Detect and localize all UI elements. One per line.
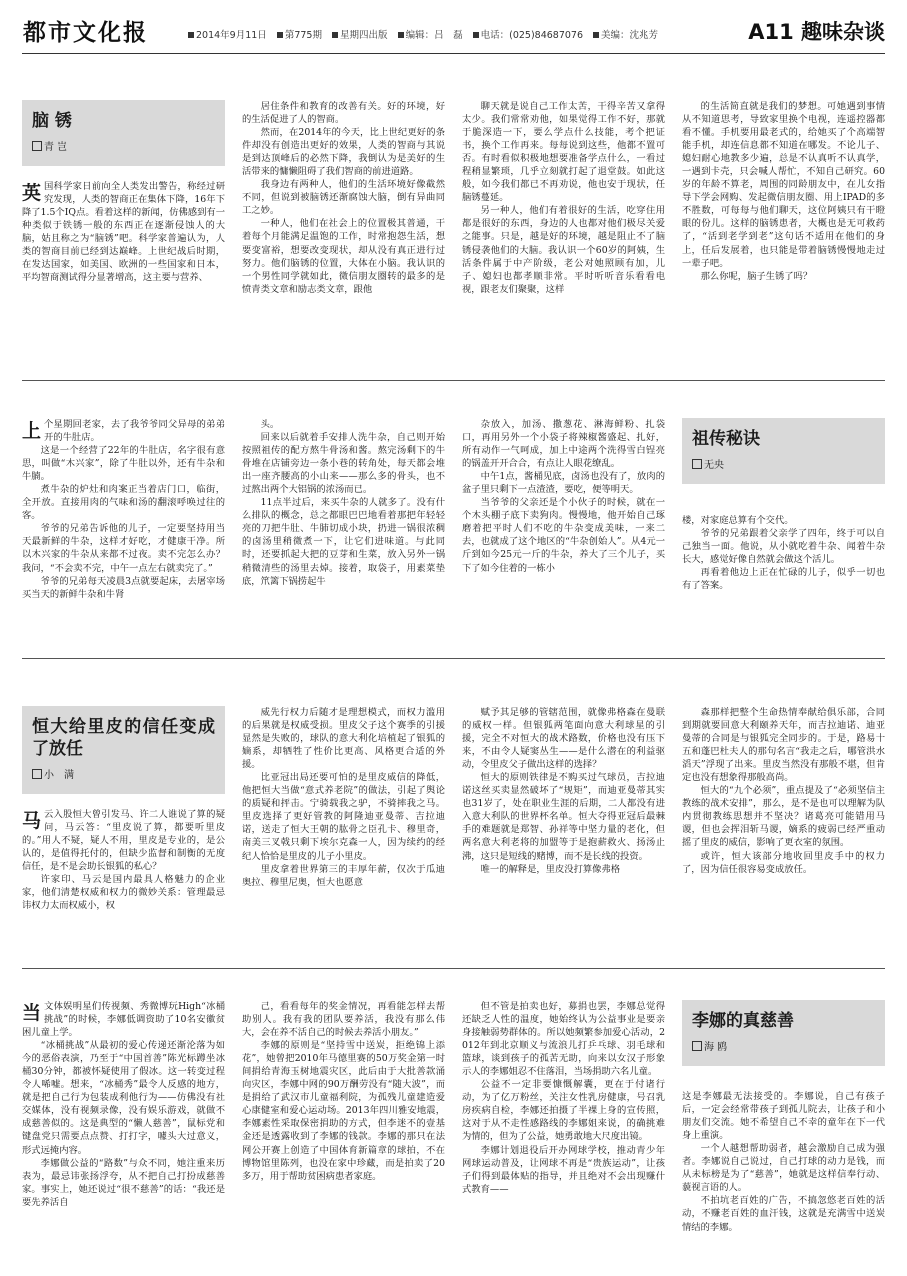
author-name: 海 鸥	[704, 1042, 728, 1053]
paragraph: 恒大的“九个必须”，重点提及了“必须坚信主教练的战术安排”，那么，是不是也可以理解为队内贯彻教练思想并不坚决？诸葛亮可能错用马谡，但也会挥泪斩马谡，嫡系的疲弱已经严重动摇了里皮的威信，影响了更衣室的氛围。	[682, 785, 885, 849]
square-bullet-icon	[332, 32, 338, 38]
paragraph: 己，看看每年的奖金情况，再看能怎样去帮助别人。我有我的团队要养活，我没有那么伟大，会在养不活自己的时候去养活小朋友。”	[242, 1001, 445, 1039]
article-title-box	[22, 706, 225, 794]
column-text	[682, 514, 885, 592]
byline-box-icon	[32, 141, 42, 151]
paragraph: 威先行权力后随才是理想模式，而权力滥用的后果就是权威受损。里皮父子这个赛季的引援显然是失败的，球队的意大利化培植起了银狐的嫡系，却牺牲了性价比更高、风格更合适的外援。	[242, 707, 445, 771]
paragraph: 这是李娜最无法接受的。李娜说，自己有孩子后，一定会经常带孩子到孤儿院去，让孩子和小朋友们交流。她不希望自己不幸的童年在下一代身上重演。	[682, 1091, 885, 1142]
paragraph: 赋予其足够的管辖范围，就像弗格森在曼联的威权一样。但银狐两笔面向意大利球星的引援，完全不对恒大的战术路数，价格也没有压下来，不由令人疑窦丛生——是什么潜在的利益驱动，令里皮父子做出这样的选择？	[462, 707, 665, 771]
article-column	[22, 100, 225, 372]
paragraph: 回来以后就着手安排人洗牛杂，自己则开始按照祖传的配方熬牛骨汤和酱。熬完汤剩下的牛骨堆在店铺旁边一条小巷的转角处，每天都会堆出一座齐腰高的小山来——那么多的骨头，也不过熬出两个大铝锅的浓汤而已。	[242, 432, 445, 496]
article-title: 祖传秘诀	[692, 429, 760, 449]
paragraph: 中午1点，酱桶见底，卤汤也没有了，放肉的盆子里只剩下一点渣渣，要吃，便等明天。	[462, 471, 665, 496]
masthead-rule	[22, 53, 885, 54]
paragraph: 或许，恒大该部分地收回里皮手中的权力了，因为信任很容易变成放任。	[682, 850, 885, 875]
meta-date: 2014年9月11日	[188, 30, 267, 41]
paragraph: 唯一的解释是，里皮没打算像弗格	[480, 863, 621, 875]
paragraph: 爷爷的兄弟告诉他的儿子，一定要坚持用当天最新鲜的牛杂，这样才好吃，才健康干净。所以木兴家的牛杂从来都不过夜。卖不完怎么办？我问，“不会卖不完，中午一点左右就卖完了。”	[22, 523, 225, 574]
article-byline	[692, 1041, 875, 1054]
article-column	[242, 418, 445, 640]
article-title-box	[682, 418, 885, 484]
paragraph: 煮牛杂的炉灶和肉案正当着店门口，临街，全开放。直接用肉的气味和汤的翻滚呼唤过往的客。	[22, 484, 225, 522]
drop-cap: 马	[22, 810, 42, 833]
article-column	[22, 1000, 225, 1270]
article-column	[22, 418, 225, 640]
paragraph: 然而，在2014年的今天，比上世纪更好的条件却没有创造出更好的效果，人类的智商与其说是到达顶峰后的必然下降，我倒认为是美好的生活带来的慵懒阻碍了我们智商的前进道路。	[242, 127, 445, 178]
byline-box-icon	[692, 459, 702, 469]
column-text	[682, 1090, 885, 1234]
article-column	[462, 100, 665, 372]
paragraph: 爷爷的兄弟跟着父亲学了四年，终于可以自己独当一面。他说，从小就吃着牛杂、闻着牛杂长大，感觉好像自然就会做这个活儿。	[682, 528, 885, 566]
article-column	[682, 100, 885, 372]
paragraph: 再看着他边上正在忙碌的儿子，似乎一切也有了答案。	[682, 567, 885, 592]
paragraph: 李娜计划退役后开办网球学校，推动青少年网球运动普及，让网球不再是“贵族运动”，让孩子们得到最体贴的指导，并且绝对不会出现赚什式教育——	[462, 1144, 665, 1195]
column-text	[22, 180, 225, 284]
drop-cap: 英	[22, 182, 42, 205]
paragraph: 11点半过后，来买牛杂的人就多了。没有什么排队的概念，总之都眼巴巴地看着那把年轻轻亮的刀把牛肚、牛肺切成小块，扔进一锅很浓稠的卤汤里稍微煮一下，让它们进味道。与此同时，还要抓起大把的豆芽和生菜，放入另外一锅稍微清些的汤里去焯。接着，取袋子，用素菜垫底，笊篱下锅捞起牛	[242, 497, 445, 587]
paragraph: 另一种人，他们有着很好的生活，吃穿住用都是很好的东西，身边的人也都对他们极尽关爱之能事。只是，越是好的环境，越是阻止不了脑锈侵袭他们的大脑。我认识一个60岁的阿姨，生活条件属于中产阶级，老公对她照顾有加，儿子、媳妇也都孝顺非常。平时听听音乐看看电视，跟老友们聚聚，这样	[462, 205, 665, 295]
paragraph: 公益不一定非要慷慨解囊，更在于付诸行动，为了亿万粉丝，关注女性乳房健康，号召乳房疾病自检，李娜还拍摄了半裸上身的宣传照，这对于从不走性感路线的李娜姐来说，的确挑难为情的，但为了公益，她勇敢地大尺度出镜。	[462, 1079, 665, 1143]
article-column	[682, 418, 885, 640]
paragraph: 文体娱明星们传视频、秀微博玩High“冰桶挑战”的时候，李娜低调资助了10名安徽贫困儿童上学。	[22, 1001, 225, 1039]
article-title: 脑 锈	[32, 111, 72, 131]
paragraph: 聊天就是说自己工作太苦，干得辛苦又拿得太少。我们常常劝他，如果觉得工作不好，那就于脆深造一下，要么学点什么技能，考个把证书，换个工作再来。每每说到这些，他都不置可否。有时看似积极地想要准备学点什么，一看过程稍显繁琐，几乎立刻就打起了退堂鼓。如此这般，如今我们都已不再劝说，他也安于现状，任脑锈蔓延。	[462, 101, 665, 204]
article-li-na-charity	[22, 1000, 885, 1270]
article-column	[682, 706, 885, 950]
article-byline	[32, 769, 215, 782]
square-bullet-icon	[277, 32, 283, 38]
column-text	[22, 1000, 225, 1209]
paragraph: 我身边有两种人，他们的生活环境好像截然不同，但说到被脑锈还渐腐蚀大脑，倒有异曲同工之妙。	[242, 179, 445, 217]
paragraph: 比亚冠出局还要可怕的是里皮威信的降低，他把恒大当做“意式养老院”的做法，引起了舆论的质疑和抨击。宁骑载我之驴，不骑摔我之马。里皮选择了更好管教的阿隆迪亚曼蒂、吉拉迪诺，送走了恒大王朝的肱骨之臣孔卡、穆里奇，南美三叉戟只剩下埃尔克森一人，因为续约的经纪人恰恰是里皮的儿子小里皮。	[242, 772, 445, 862]
article-column	[242, 1000, 445, 1270]
paragraph: 这是一个经营了22年的牛肚店，名字很有意思，叫做“木兴家”，除了牛肚以外，还有牛杂和牛腩。	[22, 445, 225, 483]
paragraph: 当爷爷的父亲还是个小伙子的时候，就在一个木头棚子底下卖狗肉。慢慢地，他开始自己琢磨着把平时人们不吃的牛杂变成美味，一来二去，也就成了这个地区的“牛杂创始人”。从4元一斤到如今25元一斤的牛杂，养大了三个儿子，买下了如今住着的一栋小	[462, 497, 665, 574]
meta-weekday: 星期四出版	[332, 30, 388, 41]
paragraph: 李娜的原则是“坚持雪中送炭，拒绝锦上添花”，她曾把2010年马德里赛的50万奖金第一时间捐给青海玉树地震灾区，此后由于大批善款涌向灾区，李娜中网的90万酬劳没有“随大波”，而是捐给了武汉市儿童福利院，为孤残儿童建造爱心康健室和爱心运动场。2013年四川雅安地震，李娜素性采取保密捐助的方式，但李迷不的壹基金还是透露收到了李娜的钱款。李娜的那只在法网公开赛上创造了中国体育新篇章的球拍，不在博物馆里陈列，也没在家中珍藏，而是拍卖了20多万，用于帮助贫困病患者家庭。	[242, 1040, 445, 1182]
paragraph: 楼，对家庭总算有个交代。	[682, 515, 794, 527]
paragraph: 个星期回老家，去了我爷爷同父异母的弟弟开的牛肚店。	[44, 419, 225, 444]
article-column	[22, 706, 225, 950]
meta-designer: 美编：沈兆芳	[593, 30, 658, 41]
drop-cap: 当	[22, 1002, 42, 1024]
page-title: A11 趣味杂谈	[748, 20, 885, 44]
column-text	[22, 418, 225, 601]
square-bullet-icon	[398, 32, 404, 38]
article-column	[462, 418, 665, 640]
paragraph: 云入股恒大曾引发马、许二人谁说了算的疑问，马云答：“里皮说了算，都要听里皮的。”用人不疑，疑人不用，里皮是专业的，是公认的，是值得托付的，但缺少监督和制衡的无度信任，是不是会助长银狐的私心？	[22, 809, 225, 873]
square-bullet-icon	[473, 32, 479, 38]
paragraph: 那么你呢，脑子生锈了吗？	[700, 270, 813, 282]
paragraph: 爷爷的兄弟每天凌晨3点就要起床，去屠宰场买当天的新鲜牛杂和牛肾	[22, 575, 225, 600]
article-column	[242, 100, 445, 372]
paragraph: 的生活简直就是我们的梦想。可她遇到事情从不知道思考，导致家里换个电视，连遥控器都看不懂。手机要用最老式的，给她买了个高端智能手机，却连信息都不知道在哪发。不论儿子、媳妇耐心地教多少遍，总是不认真听不认真学，一遇到卡壳，只会喊人帮忙，不知自己研究。60岁的年龄不算老，周围的同龄朋友中，在儿女指导下学会网购、发起微信朋友圈、用上IPAD的多不胜数，可每每与他们聊天，这位阿姨只有干瞪眼的份儿。这样的脑锈患者，大概也是无可救药了，“活到老学到老”这句话不适用在他们的身上，任后发展着，也只能是带着脑锈慢慢地走过一辈子吧。	[682, 101, 885, 269]
author-name: 小 满	[44, 770, 74, 781]
paragraph: “冰桶挑战”从最初的爱心传递还渐沦落为如今的恶俗表演，乃至于“中国首善”陈光标蹲坐冰桶30分钟，都被怀疑使用了假冰。这一转变过程令人唏嘘。想来，“冰桶秀”最令人反感的地方，就是把自己行为包装成利他行为——仿佛没有社交媒体，没有视频录像，没有娱乐游戏，就做不成慈善似的。这是典型的“懒人慈善”，鼠标党和键盘党只需要点点赞、打打字，噱头大过意义，形式远掩内容。	[22, 1040, 225, 1156]
article-column	[682, 1000, 885, 1270]
square-bullet-icon	[188, 32, 194, 38]
paragraph: 李娜做公益的“路数”与众不同，她注重来历表为，最忌讳张扬浮夸，从不把自己打扮成慈善家。事实上，她还说过“很不慈善”的话：“我还是要先养活自	[22, 1157, 225, 1208]
author-name: 无央	[704, 460, 724, 471]
article-family-secret	[22, 418, 885, 640]
section-divider	[22, 380, 885, 381]
byline-box-icon	[692, 1041, 702, 1051]
author-name: 青 岂	[44, 142, 68, 153]
meta-issue: 第775期	[277, 30, 322, 41]
article-title-box	[22, 100, 225, 166]
paragraph: 头。	[260, 419, 280, 430]
article-title: 恒大给里皮的信任变成了放任	[32, 717, 215, 759]
paragraph: 一种人，他们在社会上的位置极其普通，干着每个月能满足温饱的工作，时常抱怨生活，想要变富裕，想要改变现状，却从没有真正进行过努力。他们脑锈的位置，大体在小脑。我认识的一个男性同学就如此，微信朋友圈转的最多的是愤青类文章和励志类文章，跟他	[242, 218, 445, 295]
paragraph: 杂放入，加汤、撒葱花、淋海鲜粉、扎袋口，再用另外一个小袋子将辣椒酱盛起、扎好，所有动作一气呵成，加上中途两个洗得雪白锃亮的锅盖开开合合，有点让人眼花缭乱。	[462, 419, 665, 470]
paragraph: 许家印、马云是国内最具人格魅力的企业家，他们清楚权威和权力的微妙关系：管理最忌讳权力太而权威小，权	[22, 874, 225, 912]
article-title-box	[682, 1000, 885, 1066]
paragraph: 国科学家日前向全人类发出警告，称经过研究发现，人类的智商正在集体下降，16年下降了1.5个IQ点。看着这样的新闻，仿佛感到有一种类似于铁锈一般的东西正在逐渐侵蚀人的大脑，姑且称之为“脑锈”吧。科学家普遍认为，人类的智商目前已经到达巅峰。上世纪战后时期，在发达国家，如美国、欧洲的一些国家和日本，平均智商测试得分显著增高，这主要与营养、	[22, 181, 225, 284]
article-column	[242, 706, 445, 950]
article-byline	[692, 459, 875, 472]
byline-box-icon	[32, 769, 42, 779]
article-byline	[32, 141, 215, 154]
square-bullet-icon	[593, 32, 599, 38]
meta-editor: 编辑：吕 磊	[398, 30, 463, 41]
article-column	[462, 1000, 665, 1270]
article-title: 李娜的真慈善	[692, 1011, 794, 1031]
section-divider	[22, 658, 885, 659]
paragraph: 居住条件和教育的改善有关。好的环境，好的生活促进了人的智商。	[242, 101, 445, 126]
issue-meta	[188, 27, 665, 41]
masthead	[0, 0, 907, 58]
meta-phone: 电话：(025)84687076	[473, 30, 583, 41]
paragraph: 森那样把整个生命热情奉献给俱乐部，合同到期就要回意大利颐养天年，而吉拉迪诺、迪亚曼蒂的合同是与银狐完全同步的。于是，路易十五和蓬巴杜夫人的那句名言“我走之后，哪管洪水滔天”浮现了出来。里皮当然没有那般不堪，但肯定也没有想象得那般高尚。	[682, 707, 885, 784]
section-divider	[22, 968, 885, 969]
article-evergrande-lippi	[22, 706, 885, 950]
paragraph: 恒大的原则铁律是不购买过气球员，吉拉迪诺这丝买卖显然破坏了“规矩”，而迪亚曼蒂其实也31岁了，处在职业生涯的后期，二人都没有进入意大利队的世界杯名单。恒大夺得亚冠后最棘手的难题就是郑智、孙祥等中坚力量的老化，但两名意大利老将的加盟等于是抱薪救火、扬汤止沸，这只是短线的赌博，而不是长线的投资。	[462, 772, 665, 862]
paragraph: 不拍坑老百姓的广告，不搞忽悠老百姓的活动，不赚老百姓的血汗钱，这就是充满雪中送炭情结的李娜。	[682, 1195, 885, 1233]
article-brain-rust	[22, 100, 885, 372]
column-text	[22, 808, 225, 912]
article-column	[462, 706, 665, 950]
paragraph: 一个人越想帮助弱者，越会激励自己成为强者。李娜说自己说过，自己打球的动力是钱，而从未标榜是为了“慈善”，她就是这样信奉行动、藐视言语的人。	[682, 1143, 885, 1194]
drop-cap: 上	[22, 420, 42, 442]
paragraph: 但不管是拍卖也好，募捐也罢，李娜总觉得还缺乏人性的温度，她始终认为公益事业是要亲身接触弱势群体的。所以她频繁参加爱心活动，2012年到北京顺义与流浪儿打乒乓球、羽毛球和篮球，谈到孩子的孤苦无助，向来以女汉子形象示人的李娜姐忍不住落泪，当场捐助六名儿童。	[462, 1001, 665, 1078]
paper-name: 都市文化报	[23, 20, 148, 46]
paragraph: 里皮拿着世界第三的丰厚年薪，仅次于瓜迪奥拉、穆里尼奥，恒大也愿意	[242, 863, 445, 888]
